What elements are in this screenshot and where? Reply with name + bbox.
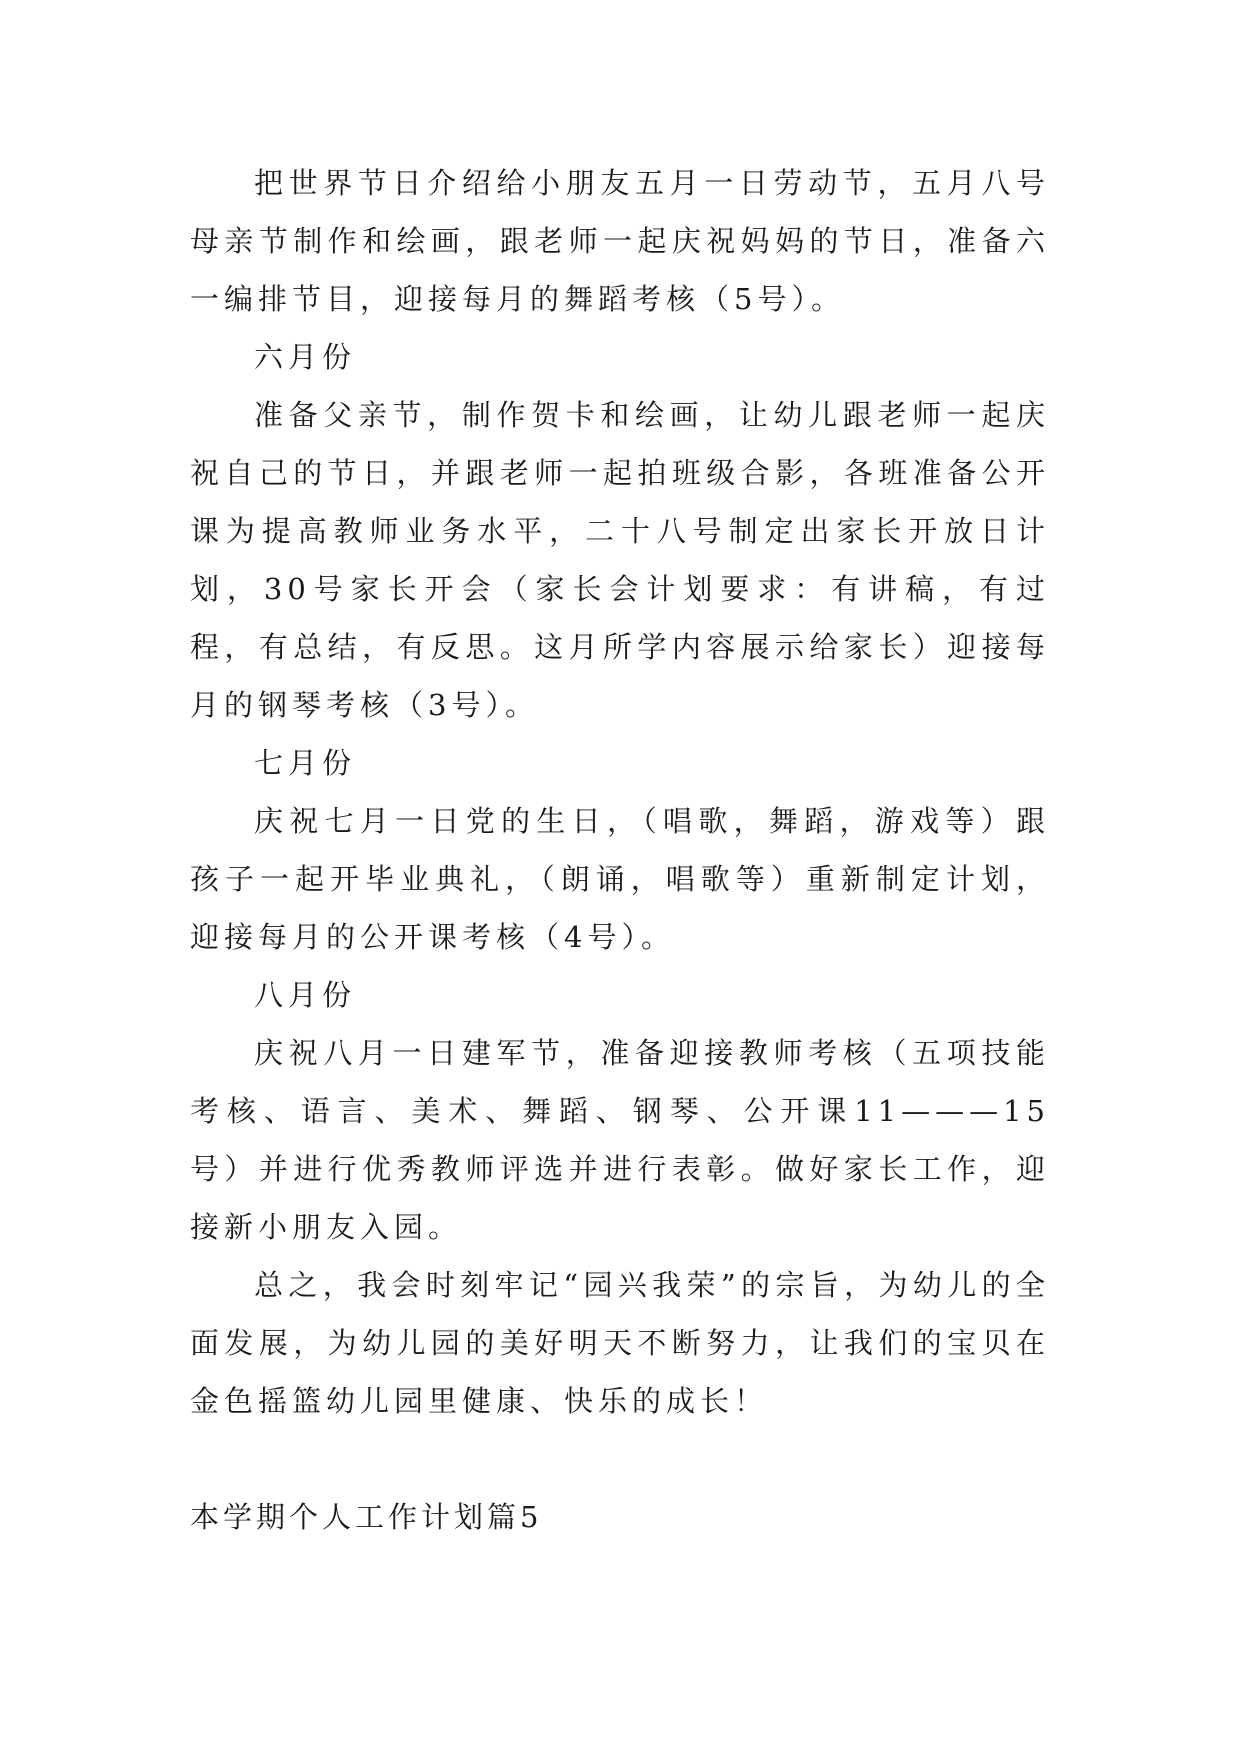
paragraph-july: 庆祝七月一日党的生日，（唱歌，舞蹈，游戏等）跟孩子一起开毕业典礼，（朗诵，唱歌等）重新制定计划，迎接每月的公开课考核（4号）。 [190,804,1050,954]
paragraph-august: 庆祝八月一日建军节，准备迎接教师考核（五项技能考核、语言、美术、舞蹈、钢琴、公开课11———15号）并进行优秀教师评选并进行表彰。做好家长工作，迎接新小朋友入园。 [190,1036,1050,1244]
document-body [190,154,1050,1546]
paragraph-conclusion: 总之，我会时刻牢记“园兴我荣”的宗旨，为幼儿的全面发展，为幼儿园的美好明天不断努力，让我们的宝贝在金色摇篮幼儿园里健康、快乐的成长！ [190,1268,1050,1418]
heading-august: 八月份 [254,978,357,1012]
section-spacer [190,1430,1050,1488]
section-title: 本学期个人工作计划篇5 [190,1500,543,1534]
paragraph-june: 准备父亲节，制作贺卡和绘画，让幼儿跟老师一起庆祝自己的节日，并跟老师一起拍班级合影，各班准备公开课为提高教师业务水平，二十八号制定出家长开放日计划，30号家长开会（家长会计划要求：有讲稿，有过程，有总结，有反思。这月所学内容展示给家长）迎接每月的钢琴考核（3号）。 [190,398,1050,722]
paragraph-may: 把世界节日介绍给小朋友五月一日劳动节，五月八号母亲节制作和绘画，跟老师一起庆祝妈妈的节日，准备六一编排节目，迎接每月的舞蹈考核（5号）。 [190,166,1050,316]
heading-june: 六月份 [254,340,357,374]
heading-july: 七月份 [254,746,357,780]
